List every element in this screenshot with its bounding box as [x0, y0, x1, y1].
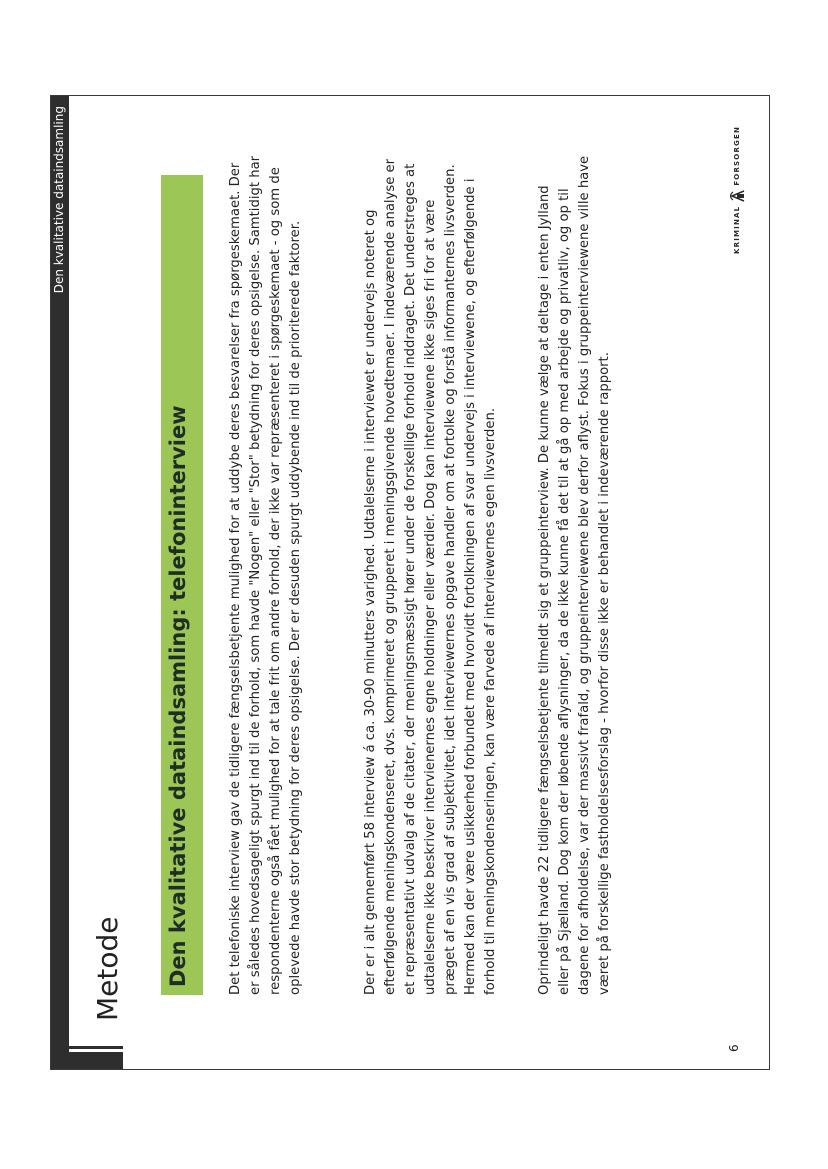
- section-title-bar: [161, 175, 203, 995]
- header-section-label: Den kvalitative dataindsamling: [52, 106, 66, 294]
- logo-text-right: FORSORGEN: [733, 125, 741, 186]
- header-bar: [51, 96, 69, 1069]
- logo-emblem-icon: [729, 189, 745, 203]
- page-number: 6: [727, 1044, 741, 1052]
- logo-text-left: KRIMINAL: [733, 205, 741, 254]
- left-accent-line: [69, 1046, 123, 1049]
- section-title: Den kvalitative dataindsamling: telefoninterview: [166, 405, 190, 987]
- paragraph-telephone-interview: Det telefoniske interview gav de tidligere fængselsbetjente mulighed for at uddybe deres besvarelser fra spørgeskemaet. Der er således hovedsageligt spurgt ind til de forhold, som havde "Nogen" eller "Stor" betydning for deres opsigelse. Samtidigt har respondenterne også fået mulighed for at tale frit om andre forhold, der ikke var repræsenteret i spørgeskemaet - og som de oplevede havde stor betydning for deres opsigelse. Der er desuden spurgt uddybende ind til de prioriterede faktorer.: [228, 155, 303, 995]
- page-title: Metode: [91, 916, 124, 1021]
- kriminalforsorgen-logo: [729, 126, 745, 254]
- slide-page: [50, 95, 770, 1070]
- left-accent-block: [69, 1052, 123, 1069]
- paragraph-group-interview: Oprindeligt havde 22 tidligere fængselsbetjente tilmeldt sig et gruppeinterview. De kunne vælge at deltage i enten Jylland eller på Sjælland. Dog kom der løbende aflysninger, da de ikke kunne få det til at gå op med arbejde og privatliv, og op til dagene for afholdelse, var der massivt frafald, og gruppeinterviewene blev derfor aflyst. Fokus i gruppeinterviewene ville have været på forskellige fastholdelsesforslag - hvorfor disse ikke er behandlet i indeværende rapport.: [537, 155, 612, 995]
- paragraph-interview-method: Der er i alt gennemført 58 interview á ca. 30-90 minutters varighed. Udtalelserne i interviewet er undervejs noteret og efterfølgende meningskondenseret, dvs. komprimeret og grupperet i meningsgivende hovedtemaer. I indeværende analyse er et repræsentativt udvalg af de citater, der meningsmæssigt hører under de forskellige forhold inddraget. Det understreges at udtalelserne ikke beskriver intervienernes egne holdninger eller værdier. Dog kan interviewene ikke siges fri for at være præget af en vis grad af subjektivitet, idet interviewernes opgave handler om at fortolke og forstå informanternes livsverden. Hermed kan der være usikkerhed forbundet med hvorvidt fortolkningen af svar undervejs i interviewene, og efterfølgende i forhold til meningskondenseringen, kan være farvede af interviewernes egen livsverden.: [363, 158, 498, 995]
